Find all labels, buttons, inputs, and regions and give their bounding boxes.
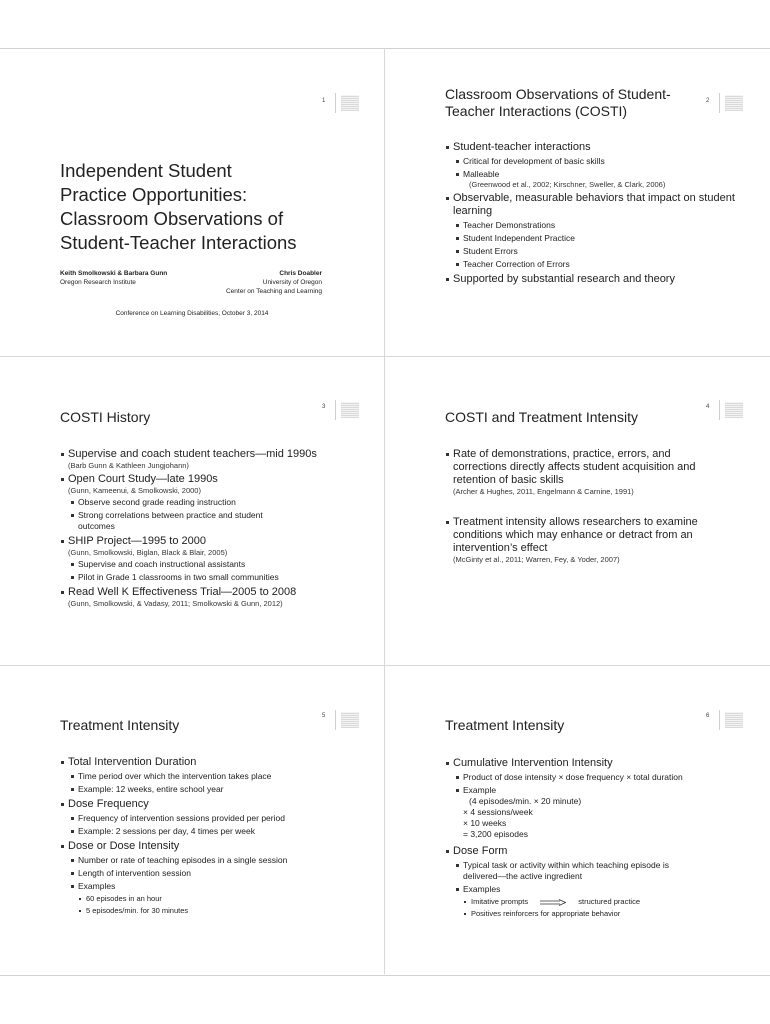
sub-sub-bullet: 5 episodes/min. for 30 minutes bbox=[60, 906, 370, 916]
slide-thumbnail-icon bbox=[335, 93, 360, 113]
slide-number: 3 bbox=[322, 404, 326, 410]
citation: (Gunn, Smolkowski, & Vadasy, 2011; Smolkowski & Gunn, 2012) bbox=[68, 599, 283, 608]
bullet: Read Well K Effectiveness Trial—2005 to 2008 bbox=[60, 586, 370, 599]
slide-number: 4 bbox=[706, 404, 710, 410]
title-line: Classroom Observations of Student- bbox=[445, 86, 671, 102]
author-names: Keith Smolkowski & Barbara Gunn bbox=[60, 270, 168, 277]
sub-bullet: Examples bbox=[60, 881, 370, 892]
slide-thumbnail-icon bbox=[719, 93, 744, 113]
sub-bullet-continuation: outcomes bbox=[78, 521, 115, 531]
authors-left bbox=[60, 269, 167, 287]
citation: (Archer & Hughes, 2011, Engelmann & Carnine, 1991) bbox=[453, 487, 634, 496]
bullet: Open Court Study—late 1990s bbox=[60, 473, 370, 486]
slide-number: 5 bbox=[322, 713, 326, 719]
conference-line: Conference on Learning Disabilities, October 3, 2014 bbox=[115, 310, 269, 317]
bullet: Student-teacher interactions bbox=[445, 141, 745, 154]
bullet-list bbox=[445, 138, 745, 286]
bullet: Cumulative Intervention Intensity bbox=[445, 757, 765, 770]
example-line: × 10 weeks bbox=[463, 818, 507, 828]
slide-title: COSTI History bbox=[60, 409, 151, 425]
bullet: Observable, measurable behaviors that impact on student learning bbox=[445, 192, 745, 218]
bullet-list bbox=[445, 754, 765, 919]
slide-title bbox=[60, 159, 350, 255]
sub-bullet: Strong correlations between practice and student bbox=[60, 510, 370, 521]
slide-thumbnail-icon bbox=[719, 710, 744, 730]
sub-bullet: Examples bbox=[445, 884, 765, 895]
sub-bullet-continuation: delivered—the active ingredient bbox=[463, 871, 583, 881]
slide-1 bbox=[0, 48, 384, 356]
bullet: Supervise and coach student teachers—mid 1990s bbox=[60, 448, 370, 461]
sub-bullet: Teacher Correction of Errors bbox=[445, 259, 745, 270]
bullet-list bbox=[60, 753, 370, 916]
example-line: = 3,200 episodes bbox=[463, 829, 528, 839]
slide-thumbnail-icon bbox=[335, 400, 360, 420]
sub-bullet: Student Errors bbox=[445, 246, 745, 257]
author-affiliation: University of Oregon bbox=[262, 279, 322, 286]
pair-right: structured practice bbox=[578, 897, 640, 906]
bullet: Dose or Dose Intensity bbox=[60, 840, 370, 853]
title-line: Teacher Interactions (COSTI) bbox=[445, 103, 628, 119]
author-names: Chris Doabler bbox=[279, 270, 322, 277]
slide-2 bbox=[385, 48, 769, 356]
slide-4 bbox=[385, 357, 769, 665]
sub-bullet: Example: 2 sessions per day, 4 times per week bbox=[60, 826, 370, 837]
bullet: Dose Form bbox=[445, 845, 765, 858]
citation: (McGinty et al., 2011; Warren, Fey, & Yoder, 2007) bbox=[453, 555, 620, 564]
authors-right bbox=[226, 269, 322, 296]
slide-thumbnail-icon bbox=[719, 400, 744, 420]
slide-title bbox=[445, 86, 671, 120]
slide-title: COSTI and Treatment Intensity bbox=[445, 409, 638, 425]
bullet: Supported by substantial research and theory bbox=[445, 273, 745, 286]
sub-bullet: Pilot in Grade 1 classrooms in two small communities bbox=[60, 572, 370, 583]
slide-thumbnail-icon bbox=[335, 710, 360, 730]
sub-bullet: Observe second grade reading instruction bbox=[60, 497, 370, 508]
title-line: Practice Opportunities: bbox=[60, 184, 248, 205]
pair-left: Imitative prompts bbox=[471, 897, 529, 906]
example-line: (4 episodes/min. × 20 minute) bbox=[469, 796, 582, 806]
slide-title: Treatment Intensity bbox=[445, 717, 565, 733]
sub-bullet: Teacher Demonstrations bbox=[445, 220, 745, 231]
bullet: Total Intervention Duration bbox=[60, 756, 370, 769]
title-line: Student-Teacher Interactions bbox=[60, 232, 297, 253]
bullet: Rate of demonstrations, practice, errors, and corrections directly affects student acquisition and retention of basic skills bbox=[445, 448, 710, 487]
sub-bullet: Product of dose intensity × dose frequency × total duration bbox=[445, 772, 765, 783]
bullet-list bbox=[60, 445, 370, 608]
slide-number: 1 bbox=[322, 98, 326, 104]
citation: (Barb Gunn & Kathleen Jungjohann) bbox=[68, 461, 189, 470]
sub-bullet: Length of intervention session bbox=[60, 868, 370, 879]
sub-bullet: Example bbox=[445, 785, 765, 796]
double-arrow-icon bbox=[540, 899, 566, 906]
sub-bullet: Typical task or activity within which teaching episode is bbox=[445, 860, 765, 871]
slide-title: Treatment Intensity bbox=[60, 717, 180, 733]
bullet: SHIP Project—1995 to 2000 bbox=[60, 535, 370, 548]
bullet: Treatment intensity allows researchers to examine conditions which may enhance or detract from an intervention’s effect bbox=[445, 516, 710, 555]
author-affiliation: Oregon Research Institute bbox=[60, 279, 136, 286]
bullet-list bbox=[445, 445, 710, 564]
sub-bullet: Critical for development of basic skills bbox=[445, 156, 745, 167]
sub-bullet: Frequency of intervention sessions provided per period bbox=[60, 813, 370, 824]
sub-bullet: Malleable bbox=[445, 169, 745, 180]
slide-3 bbox=[0, 357, 384, 665]
sub-bullet: Example: 12 weeks, entire school year bbox=[60, 784, 370, 795]
sub-bullet: Student Independent Practice bbox=[445, 233, 745, 244]
author-affiliation: Center on Teaching and Learning bbox=[225, 288, 322, 295]
example-line: × 4 sessions/week bbox=[463, 807, 533, 817]
bullet: Dose Frequency bbox=[60, 798, 370, 811]
slide-number: 6 bbox=[706, 713, 710, 719]
sub-sub-bullet: 60 episodes in an hour bbox=[60, 894, 370, 904]
sub-bullet: Supervise and coach instructional assistants bbox=[60, 559, 370, 570]
sub-sub-bullet-pair bbox=[445, 897, 765, 907]
citation: (Greenwood et al., 2002; Kirschner, Sweller, & Clark, 2006) bbox=[469, 180, 666, 189]
title-line: Classroom Observations of bbox=[60, 208, 284, 229]
citation: (Gunn, Smolkowski, Biglan, Black & Blair, 2005) bbox=[68, 548, 228, 557]
sub-bullet: Time period over which the intervention takes place bbox=[60, 771, 370, 782]
slide-6 bbox=[385, 666, 769, 974]
sub-sub-bullet: Positives reinforcers for appropriate behavior bbox=[445, 909, 765, 919]
title-line: Independent Student bbox=[60, 160, 232, 181]
sub-bullet: Number or rate of teaching episodes in a single session bbox=[60, 855, 370, 866]
citation: (Gunn, Kameenui, & Smolkowski, 2000) bbox=[68, 486, 201, 495]
slide-5 bbox=[0, 666, 384, 974]
slide-number: 2 bbox=[706, 98, 710, 104]
